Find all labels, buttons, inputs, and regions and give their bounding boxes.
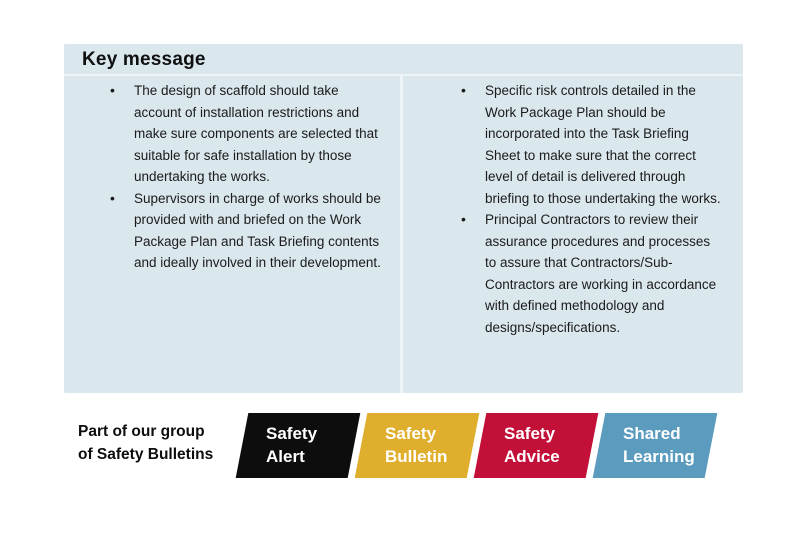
banner-label (599, 413, 711, 468)
banner-shared-learning (599, 413, 711, 478)
bullet-item: • Specific risk controls detailed in the Work Package Plan should be incorporated into the Task Briefing Sheet to make sure that the correct level of detail is delivered through briefing to those undertaking the works. (455, 80, 721, 209)
bullet-list-right (455, 80, 721, 338)
banner-label-line2: Advice (504, 447, 560, 466)
bullet-list-left (104, 80, 384, 274)
banner-safety-alert (242, 413, 354, 478)
banner-label-line2: Bulletin (385, 447, 448, 466)
banner-label (242, 413, 354, 468)
bullet-item: • The design of scaffold should take account of installation restrictions and make sure components are selected that suitable for safe installation by those undertaking the works. (104, 80, 384, 188)
banner-label-line1: Shared (623, 424, 681, 443)
banner-label (361, 413, 473, 468)
key-message-panel (64, 44, 743, 393)
key-message-right-column (403, 76, 743, 393)
banner-label-line1: Safety (504, 424, 556, 443)
banner-safety-bulletin (361, 413, 473, 478)
key-message-title: Key message (82, 49, 206, 70)
banner-label-line1: Safety (385, 424, 437, 443)
footer-caption-line1: Part of our group (78, 423, 205, 440)
footer-caption (78, 420, 213, 466)
footer-caption-line2: of Safety Bulletins (78, 446, 214, 463)
key-message-left-column (64, 76, 400, 393)
bullet-item: • Principal Contractors to review their assurance procedures and processes to assure that Contractors/Sub-Contractors are working in accordance with defined methodology and designs/specifications. (455, 209, 721, 338)
bullet-item: • Supervisors in charge of works should be provided with and briefed on the Work Package Plan and Task Briefing contents and ideally involved in their development. (104, 188, 384, 274)
banner-label-line2: Alert (266, 447, 305, 466)
banner-safety-advice (480, 413, 592, 478)
banner-label-line1: Safety (266, 424, 318, 443)
banner-row (242, 413, 711, 478)
key-message-columns (64, 76, 743, 393)
banner-label (480, 413, 592, 468)
banner-label-line2: Learning (623, 447, 695, 466)
